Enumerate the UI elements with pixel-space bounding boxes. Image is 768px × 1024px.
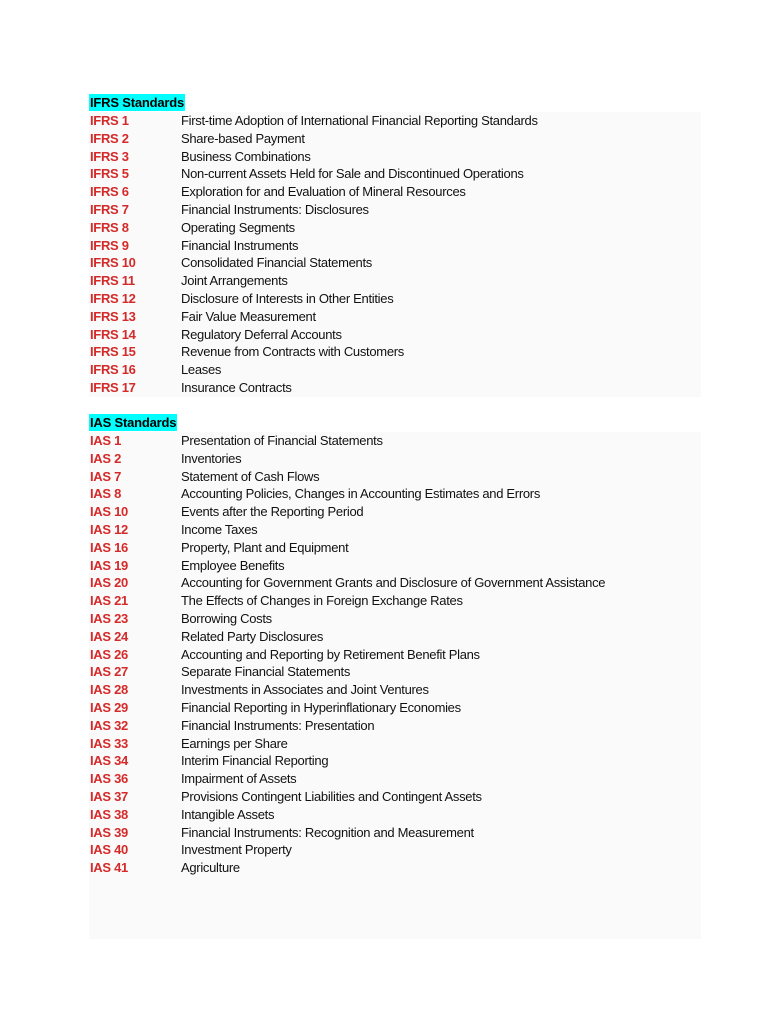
standard-code: IFRS 17 [90,379,136,395]
standard-code: IAS 7 [90,468,122,484]
ias-row [89,485,701,503]
ifrs-row [89,165,701,183]
standard-name: The Effects of Changes in Foreign Exchange Rates [181,593,463,609]
ifrs-row [89,290,701,308]
standard-name: Events after the Reporting Period [181,504,364,520]
standard-code: IAS 38 [90,806,128,822]
ifrs-row [89,148,701,166]
ifrs-row [89,219,701,237]
standard-code: IAS 41 [90,860,128,876]
ias-row [89,770,701,788]
standard-code: IFRS 7 [90,201,129,217]
standard-name: Impairment of Assets [181,771,297,787]
standard-code: IAS 12 [90,521,128,537]
ias-row [89,824,701,842]
standard-code: IFRS 10 [90,255,136,271]
standard-name: Separate Financial Statements [181,664,351,680]
standard-name: Regulatory Deferral Accounts [181,326,342,342]
standard-code: IAS 39 [90,824,128,840]
ifrs-row [89,379,701,397]
standard-code: IAS 37 [90,788,128,804]
ifrs-row [89,254,701,272]
standard-name: Financial Instruments: Presentation [181,717,375,733]
standard-code: IAS 29 [90,699,128,715]
standard-code: IFRS 6 [90,184,129,200]
standard-name: Income Taxes [181,521,258,537]
standard-name: Related Party Disclosures [181,628,324,644]
standard-name: Disclosure of Interests in Other Entities [181,290,394,306]
ias-row [89,610,701,628]
ias-row [89,574,701,592]
ias-row [89,521,701,539]
standard-name: Borrowing Costs [181,610,272,626]
standard-name: Investments in Associates and Joint Ventures [181,682,429,698]
ias-standards-list [89,432,701,939]
standard-name: Inventories [181,450,242,466]
standard-code: IAS 23 [90,610,128,626]
ias-row [89,592,701,610]
standard-name: Financial Instruments: Disclosures [181,201,369,217]
standard-code: IAS 27 [90,664,128,680]
ias-row [89,539,701,557]
standard-name: Leases [181,362,222,378]
standard-code: IAS 32 [90,717,128,733]
standard-name: Employee Benefits [181,557,285,573]
ias-row [89,752,701,770]
ifrs-row [89,201,701,219]
standard-code: IAS 10 [90,504,128,520]
standard-name: Statement of Cash Flows [181,468,320,484]
standard-code: IFRS 12 [90,290,136,306]
standard-name: Intangible Assets [181,806,275,822]
standard-name: Interim Financial Reporting [181,753,329,769]
standard-name: Consolidated Financial Statements [181,255,372,271]
standard-code: IAS 40 [90,842,128,858]
standard-code: IFRS 1 [90,113,129,128]
standard-name: Operating Segments [181,219,295,235]
standard-name: Provisions Contingent Liabilities and Contingent Assets [181,788,482,804]
standard-name: Revenue from Contracts with Customers [181,344,404,360]
standard-code: IAS 21 [90,593,128,609]
ifrs-section-title: IFRS Standards [90,95,184,110]
ias-row [89,663,701,681]
standard-name: Financial Instruments [181,237,299,253]
standard-name: First-time Adoption of International Financial Reporting Standards [181,113,538,128]
ias-row [89,806,701,824]
standard-name: Share-based Payment [181,130,305,146]
standard-name: Accounting and Reporting by Retirement Benefit Plans [181,646,480,662]
standard-name: Accounting Policies, Changes in Accounting Estimates and Errors [181,486,541,502]
standard-code: IAS 34 [90,753,128,769]
ias-section-title: IAS Standards [90,415,177,430]
ias-row [89,735,701,753]
ias-row [89,699,701,717]
ias-row [89,859,701,877]
standard-code: IAS 28 [90,682,128,698]
standard-name: Exploration for and Evaluation of Mineral Resources [181,184,466,200]
ias-row [89,717,701,735]
standard-code: IFRS 14 [90,326,136,342]
standard-name: Insurance Contracts [181,379,292,395]
ias-row [89,788,701,806]
ias-row [89,503,701,521]
standard-name: Financial Instruments: Recognition and Measurement [181,824,474,840]
standard-code: IFRS 15 [90,344,136,360]
standard-code: IAS 1 [90,433,122,448]
standard-code: IFRS 13 [90,308,136,324]
standard-code: IAS 26 [90,646,128,662]
standard-name: Presentation of Financial Statements [181,433,383,448]
ias-row [89,468,701,486]
ias-row [89,557,701,575]
standard-name: Investment Property [181,842,292,858]
standard-name: Non-current Assets Held for Sale and Discontinued Operations [181,166,524,182]
standard-code: IAS 24 [90,628,128,644]
ias-row [89,432,701,450]
standard-name: Property, Plant and Equipment [181,539,349,555]
standard-code: IAS 2 [90,450,122,466]
ifrs-row [89,183,701,201]
standard-name: Agriculture [181,860,240,876]
standard-name: Earnings per Share [181,735,288,751]
ifrs-standards-list [89,112,701,397]
ifrs-row [89,237,701,255]
standard-code: IAS 8 [90,486,122,502]
ias-row [89,646,701,664]
standard-name: Business Combinations [181,148,311,164]
standard-code: IFRS 3 [90,148,129,164]
ias-row [89,841,701,859]
standard-name: Joint Arrangements [181,273,288,289]
standard-code: IAS 33 [90,735,128,751]
standard-code: IFRS 5 [90,166,129,182]
standard-code: IAS 19 [90,557,128,573]
ifrs-row [89,112,701,130]
ifrs-row [89,326,701,344]
ias-row [89,450,701,468]
standard-code: IFRS 9 [90,237,129,253]
ifrs-row [89,272,701,290]
standard-name: Fair Value Measurement [181,308,316,324]
ifrs-row [89,308,701,326]
standard-code: IFRS 8 [90,219,129,235]
ifrs-section [89,94,701,397]
ifrs-row [89,130,701,148]
standard-code: IFRS 16 [90,362,136,378]
standard-code: IAS 36 [90,771,128,787]
standard-name: Financial Reporting in Hyperinflationary Economies [181,699,461,715]
standard-code: IFRS 11 [90,273,135,289]
standard-code: IAS 16 [90,539,128,555]
ifrs-row [89,343,701,361]
standard-name: Accounting for Government Grants and Disclosure of Government Assistance [181,575,606,591]
standard-code: IAS 20 [90,575,128,591]
ias-row [89,681,701,699]
ias-section [89,414,701,939]
standard-code: IFRS 2 [90,130,129,146]
ias-row [89,628,701,646]
ifrs-row [89,361,701,379]
